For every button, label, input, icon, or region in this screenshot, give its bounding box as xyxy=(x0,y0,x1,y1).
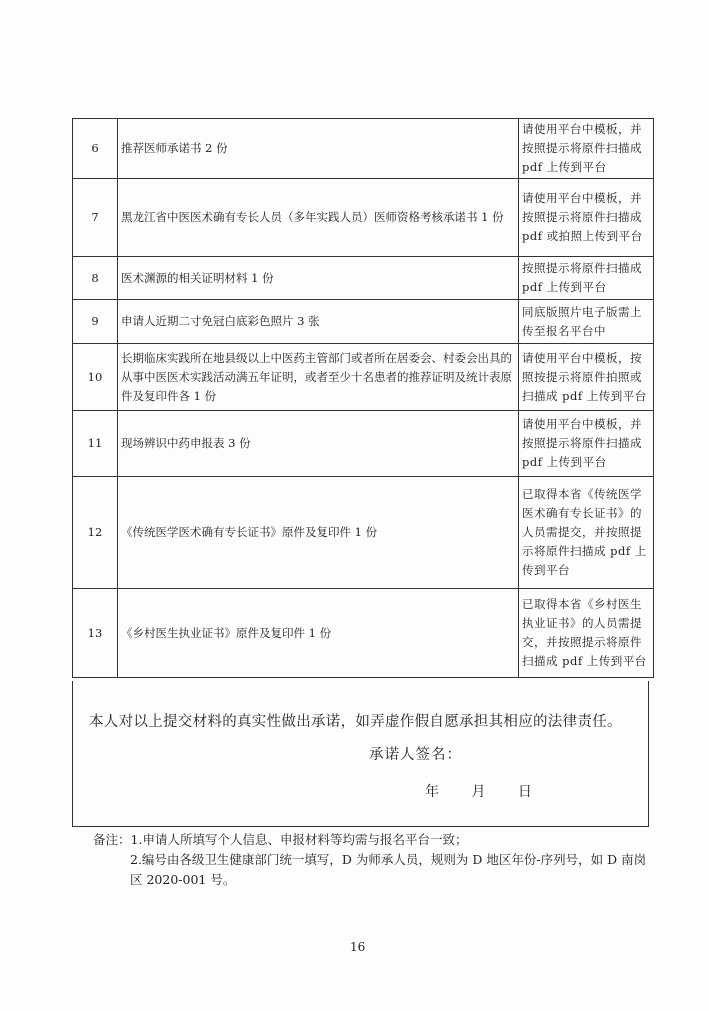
material-name: 现场辨识中药申报表 3 份 xyxy=(118,411,519,477)
material-name: 黑龙江省中医医术确有专长人员（多年实践人员）医师资格考核承诺书 1 份 xyxy=(118,179,519,257)
remarks xyxy=(93,830,650,890)
submission-note: 已取得本省《传统医学医术确有专长证书》的人员需提交，并按照提示将原件扫描成 pdf 上传到平台 xyxy=(519,477,654,589)
row-number: 7 xyxy=(73,179,118,257)
remarks-item-1 xyxy=(93,830,650,850)
submission-note: 请使用平台中模板，按照按提示将原件拍照或扫描成 pdf 上传到平台 xyxy=(519,344,654,411)
remarks-text-1: 1.申请人所填写个人信息、申报材料等均需与报名平台一致； xyxy=(130,832,468,847)
table-row xyxy=(73,300,654,344)
table-row xyxy=(73,344,654,411)
row-number: 13 xyxy=(73,589,118,678)
material-name: 长期临床实践所在地县级以上中医药主管部门或者所在居委会、村委会出具的从事中医医术实践活动满五年证明，或者至少十名患者的推荐证明及统计表原件及复印件各 1 份 xyxy=(118,344,519,411)
row-number: 8 xyxy=(73,257,118,300)
material-name: 医术渊源的相关证明材料 1 份 xyxy=(118,257,519,300)
signature-label: 承诺人签名： xyxy=(369,747,462,763)
remarks-label: 备注： xyxy=(93,832,131,847)
row-number: 9 xyxy=(73,300,118,344)
page-number: 16 xyxy=(350,940,366,954)
row-number: 6 xyxy=(73,119,118,179)
submission-note: 按照提示将原件扫描成 pdf 上传到平台 xyxy=(519,257,654,300)
submission-note: 已取得本省《乡村医生执业证书》的人员需提交，并按照提示将原件扫描成 pdf 上传到平台 xyxy=(519,589,654,678)
pledge-statement: 本人对以上提交材料的真实性做出承诺，如弄虚作假自愿承担其相应的法律责任。 xyxy=(89,714,622,730)
submission-note: 请使用平台中模板，并按照提示将原件扫描成 pdf 上传到平台 xyxy=(519,411,654,477)
table-row xyxy=(73,589,654,678)
submission-note: 请使用平台中模板，并按照提示将原件扫描成 pdf 上传到平台 xyxy=(519,119,654,179)
table-row xyxy=(73,257,654,300)
pledge-section xyxy=(72,681,649,827)
material-name: 《乡村医生执业证书》原件及复印件 1 份 xyxy=(118,589,519,678)
submission-note: 同底版照片电子版需上传至报名平台中 xyxy=(519,300,654,344)
material-name: 《传统医学医术确有专长证书》原件及复印件 1 份 xyxy=(118,477,519,589)
submission-note: 请使用平台中模板，并按照提示将原件扫描成 pdf 或拍照上传到平台 xyxy=(519,179,654,257)
table-row xyxy=(73,179,654,257)
table-row xyxy=(73,411,654,477)
date-line: 年 月 日 xyxy=(425,784,532,800)
material-name: 推荐医师承诺书 2 份 xyxy=(118,119,519,179)
row-number: 11 xyxy=(73,411,118,477)
materials-table xyxy=(72,118,654,678)
row-number: 10 xyxy=(73,344,118,411)
material-name: 申请人近期二寸免冠白底彩色照片 3 张 xyxy=(118,300,519,344)
row-number: 12 xyxy=(73,477,118,589)
table-row xyxy=(73,119,654,179)
table-row xyxy=(73,477,654,589)
remarks-item-2: 2.编号由各级卫生健康部门统一填写，D 为师承人员，规则为 D 地区年份-序列号，如 D 南岗区 2020-001 号。 xyxy=(130,852,647,887)
